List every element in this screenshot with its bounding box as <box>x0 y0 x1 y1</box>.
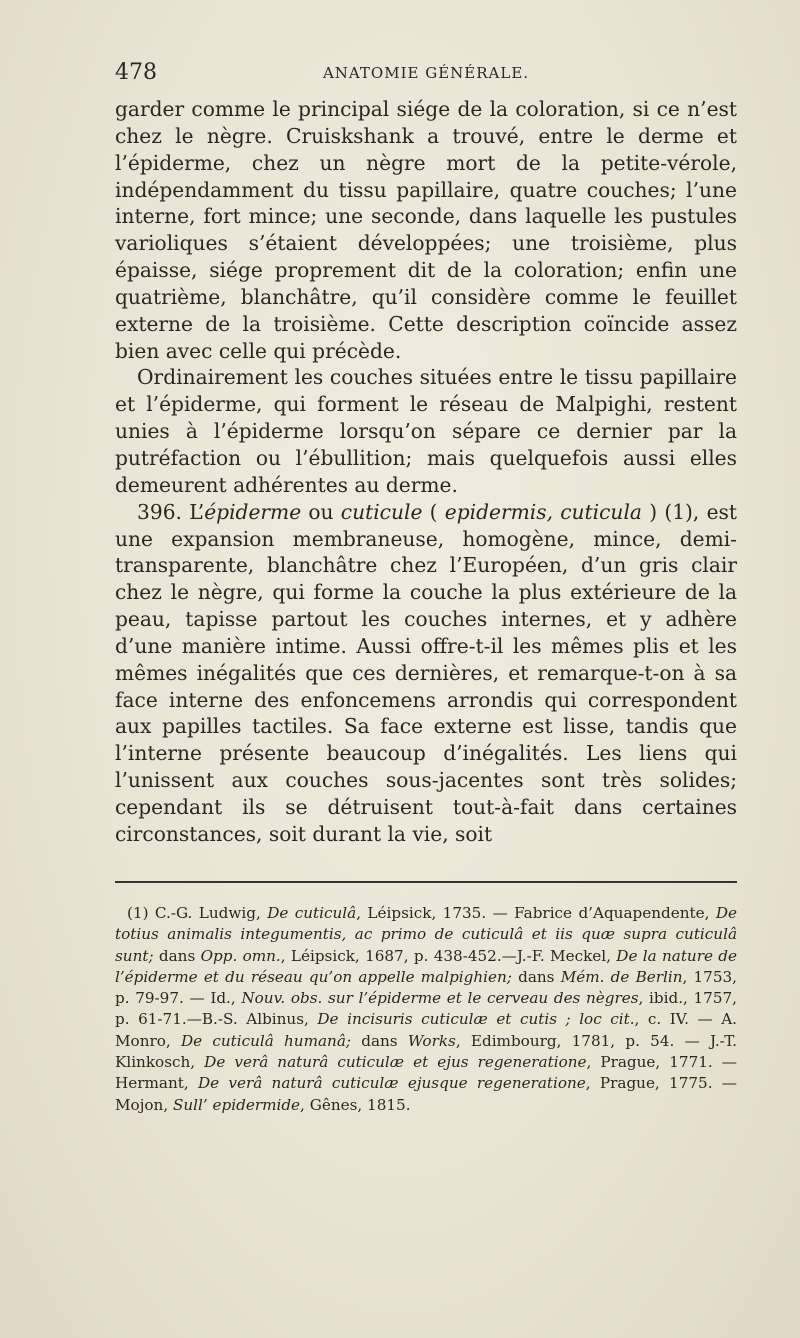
page-header <box>115 60 737 90</box>
footnote-text: , Léipsick, 1687, p. 438-452.—J.-F. Meckel, <box>280 946 617 965</box>
paragraph-epiderme <box>115 499 737 848</box>
main-text <box>115 96 737 848</box>
footnote-text: , c. IV. — A. Monro, <box>115 1010 737 1050</box>
text-segment: ) (1), est une expansion membraneuse, homogène, mince, demi-transparente, blanchâtre chez l’Européen, d’un gris clair chez le nègre, qui forme la couche la plus extérieure de la peau, tapisse partout les couches internes, et y adhère d’une manière intime. Aussi offre-t-il les mêmes plis et les mêmes inégalités que ces dernières, et remarque-t-on à sa face interne des enfoncemens arrondis qui correspondent aux papilles tactiles. Sa face externe est lisse, tandis que l’interne présente beaucoup d’inégalités. Les liens qui l’unissent aux couches sous-jacentes sont très solides; cependant ils se détruisent tout-à-fait dans certaines circonstances, soit durant la vie, soit <box>115 499 737 846</box>
footnote-text: dans <box>153 946 201 965</box>
footnote-text: , 1753, p. 79-97. — Id., <box>115 967 737 1008</box>
footnote-title: Mém. de Berlin <box>560 967 683 986</box>
footnote-title: Works <box>407 1031 456 1050</box>
footnote-rule <box>115 881 737 883</box>
text-segment: ( <box>422 499 445 524</box>
footnote-text: , ibid., 1757, p. 61-71.—B.-S. Albinus, <box>115 989 737 1029</box>
footnote-1 <box>115 903 737 1116</box>
footnote-text: (1) C.-G. Ludwig, <box>127 904 268 922</box>
footnote-text: , Prague, 1771. — Hermant, <box>115 1053 737 1093</box>
text-segment: ou <box>301 499 341 524</box>
paragraph-malpighi: Ordinairement les couches situées entre le tissu papillaire et l’épiderme, qui forment le réseau de Malpighi, restent unies à l’épiderme lorsqu’on sépare ce dernier par la putréfaction ou l’ébullition; mais quelquefois aussi elles demeurent adhérentes au derme. <box>115 365 737 497</box>
footnote-text: , Edimbourg, 1781, p. 54. — J.-T. Klinkosch, <box>115 1031 737 1072</box>
paragraph-coloration: garder comme le principal siége de la coloration, si ce n’est chez le nègre. Cruiskshank a trouvé, entre le derme et l’épiderme, chez un nègre mort de la petite-vérole, indépendamment du tissu papillaire, quatre couches; l’une interne, fort mince; une seconde, dans laquelle les pustules varioliques s’étaient développées; une troisième, plus épaisse, siége proprement dit de la coloration; enfin une quatrième, blanchâtre, qu’il considère comme le feuillet externe de la troisième. Cette description coïncide assez bien avec celle qui précède. <box>115 97 737 363</box>
footnote-title: De verâ naturâ cuticulæ ejusque regeneratione <box>197 1074 586 1093</box>
footnote-title: De cuticulâ humanâ; <box>180 1031 352 1050</box>
footnote-text: dans <box>511 967 561 986</box>
footnote-title: De la nature de l’épiderme et du réseau qu’on appelle malpighien; <box>115 946 737 986</box>
footnote-text: dans <box>351 1031 408 1050</box>
term-cuticule: cuticule <box>340 499 423 524</box>
term-prefix: L’ <box>189 499 205 524</box>
footnote-title: De incisuris cuticulæ et cutis ; loc cit. <box>317 1010 635 1029</box>
footnote-title: Sull’ epidermide <box>172 1095 301 1114</box>
footnote-text: , Gênes, 1815. <box>300 1095 411 1114</box>
page-number: 478 <box>115 60 157 85</box>
footnotes <box>115 903 737 1116</box>
latin-term: epidermis, cuticula <box>444 499 642 524</box>
section-number: 396. <box>137 499 182 524</box>
footnote-title: De cuticulâ <box>267 904 357 922</box>
footnote-text: , Léipsick, 1735. — Fabrice d’Aquapendente, <box>356 904 716 922</box>
footnote-title: Opp. omn. <box>200 946 281 965</box>
footnote-text: , Prague, 1775. — Mojon, <box>115 1074 737 1114</box>
footnote-title: De verâ naturâ cuticulæ et ejus regeneratione <box>204 1053 587 1072</box>
term-epiderme: épiderme <box>204 499 302 524</box>
footnote-title: De totius animalis integumentis, ac primo de cuticulâ et iis quæ supra cuticulâ sunt; <box>115 904 737 965</box>
running-title: ANATOMIE GÉNÉRALE. <box>322 64 530 82</box>
footnote-title: Nouv. obs. sur l’épiderme et le cerveau des nègres <box>241 989 639 1008</box>
